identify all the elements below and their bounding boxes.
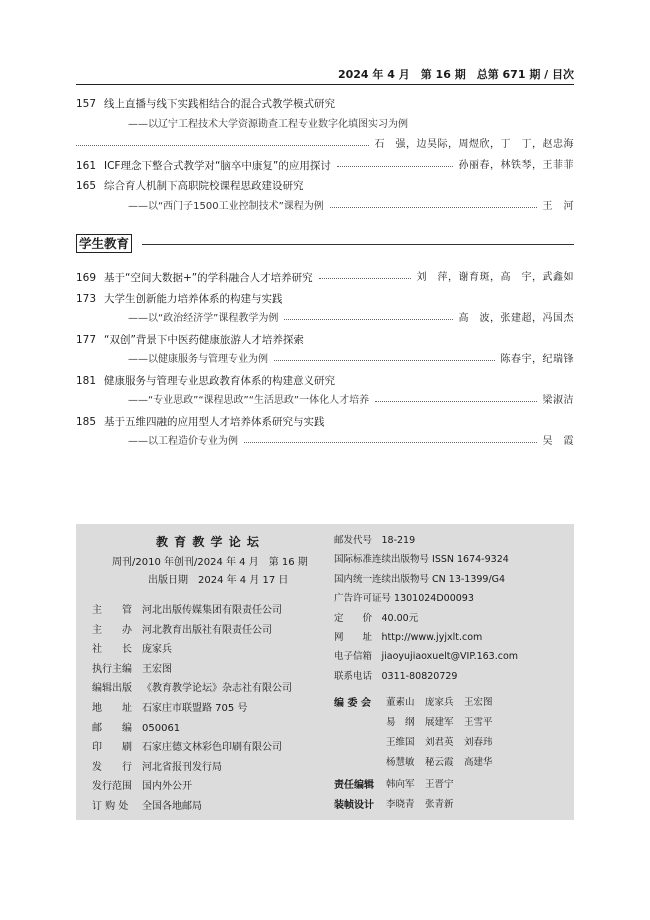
section-rule bbox=[142, 244, 574, 245]
info-label: 编辑出版 bbox=[92, 683, 132, 695]
toc-title: 健康服务与管理专业思政教育体系的构建意义研究 bbox=[104, 374, 335, 387]
info-line: 网 址 http://www.jyjxlt.com bbox=[334, 632, 483, 643]
toc-entry bbox=[76, 373, 574, 389]
info-value: 《教育教学论坛》杂志社有限公司 bbox=[142, 683, 292, 695]
committee-member: 展建军 bbox=[425, 717, 454, 728]
toc-title: 基于五维四融的应用型人才培养体系研究与实践 bbox=[104, 415, 325, 428]
toc-authors: 刘 萍，谢育斑，高 宇，武鑫如 bbox=[416, 272, 574, 283]
editor-name: 王晋宁 bbox=[425, 779, 454, 790]
toc-entry bbox=[76, 178, 574, 194]
toc-page-number: 177 bbox=[76, 333, 97, 346]
toc-authors: 王 河 bbox=[542, 200, 574, 212]
info-field bbox=[92, 722, 180, 735]
toc-entry bbox=[76, 352, 574, 368]
info-label: 订 购 处 bbox=[92, 801, 129, 812]
section-title: 学生教育 bbox=[76, 234, 132, 253]
info-field bbox=[92, 624, 272, 637]
toc-page-number: 173 bbox=[76, 292, 97, 305]
info-value: 050061 bbox=[142, 722, 181, 734]
info-label: 执行主编 bbox=[92, 663, 132, 675]
masthead-box bbox=[76, 524, 574, 820]
toc-leader-dots bbox=[284, 319, 452, 320]
toc-title: ICF理念下整合式教学对“脑卒中康复”的应用探讨 bbox=[104, 159, 331, 172]
info-field bbox=[92, 604, 282, 617]
toc-leader-dots bbox=[319, 278, 411, 279]
info-label: 主 办 bbox=[92, 624, 132, 636]
committee-member: 杨慧敏 bbox=[386, 757, 415, 768]
info-value: 国内外公开 bbox=[142, 781, 192, 793]
info-field bbox=[92, 741, 282, 754]
committee-row bbox=[386, 734, 503, 748]
toc-leader-dots bbox=[274, 360, 495, 361]
toc-authors: 孙丽春，林铁琴，王菲菲 bbox=[458, 159, 574, 171]
toc-page-number: 185 bbox=[76, 415, 97, 428]
toc-subtitle: ——以工程造价专业为例 bbox=[128, 436, 238, 447]
toc-entry bbox=[76, 311, 574, 327]
toc-subtitle: ——以健康服务与管理专业为例 bbox=[128, 354, 268, 365]
info-label: 邮 编 bbox=[92, 722, 132, 734]
journal-name: 教 育 教 学 论 坛 bbox=[156, 535, 260, 549]
toc-entry bbox=[76, 96, 574, 112]
toc-leader-dots bbox=[76, 145, 369, 146]
running-head: 2024 年 4 月 第 16 期 总第 671 期 / 目次 bbox=[337, 68, 574, 81]
info-field bbox=[92, 663, 172, 676]
journal-frequency: 周刊/2010 年创刊/2024 年 4 月 第 16 期 bbox=[112, 557, 308, 568]
committee-member: 秘云霞 bbox=[425, 757, 454, 768]
toc-authors: 石 强，边昊际，周煜欣，丁 丁，赵忠海 bbox=[374, 139, 574, 150]
info-label: 发 行 bbox=[92, 761, 132, 773]
editors-row bbox=[386, 776, 464, 790]
toc-leader-dots bbox=[337, 166, 453, 167]
toc-title: 大学生创新能力培养体系的构建与实践 bbox=[104, 292, 283, 305]
toc-entry bbox=[76, 158, 574, 174]
info-label: 主 管 bbox=[92, 605, 132, 616]
design-label: 装帧设计 bbox=[334, 800, 374, 811]
toc-entry bbox=[76, 414, 574, 430]
toc-title: 线上直播与线下实践相结合的混合式教学模式研究 bbox=[104, 98, 335, 110]
committee-member: 王雪平 bbox=[464, 717, 493, 728]
toc-entry bbox=[76, 332, 574, 348]
toc-entry bbox=[76, 291, 574, 307]
editor-label: 责任编辑 bbox=[334, 780, 374, 791]
info-value: 石家庄德文林彩色印刷有限公司 bbox=[142, 742, 282, 754]
committee-member: 刘君英 bbox=[425, 737, 454, 748]
toc-entry bbox=[76, 199, 574, 215]
info-value: 全国各地邮局 bbox=[142, 801, 202, 812]
toc-page-number: 169 bbox=[76, 272, 97, 284]
committee-member: 庞家兵 bbox=[425, 697, 454, 708]
info-line: 广告许可证号 1301024D00093 bbox=[334, 593, 474, 605]
info-line: 联系电话 0311-80820729 bbox=[334, 670, 458, 682]
toc-leader-dots bbox=[244, 442, 537, 443]
info-line: 定 价 40.00元 bbox=[334, 612, 419, 624]
toc-subtitle: ——“专业思政”“课程思政”“生活思政”一体化人才培养 bbox=[128, 395, 370, 406]
toc-subtitle: ——以“政治经济学”课程教学为例 bbox=[128, 313, 279, 324]
toc-subtitle: ——以“西门子1500工业控制技术”课程为例 bbox=[128, 200, 324, 212]
publication-date: 出版日期 2024 年 4 月 17 日 bbox=[148, 575, 289, 586]
toc-leader-dots bbox=[330, 207, 537, 208]
info-value: 河北出版传媒集团有限责任公司 bbox=[142, 605, 282, 616]
committee-member: 易 纲 bbox=[386, 717, 415, 728]
editor-name: 韩向军 bbox=[386, 779, 415, 790]
info-value: 石家庄市联盟路 705 号 bbox=[142, 703, 248, 714]
toc-title: 基于“空间大数据+”的学科融合人才培养研究 bbox=[104, 272, 313, 284]
info-field bbox=[92, 780, 192, 793]
toc-subtitle: ——以辽宁工程技术大学资源勘查工程专业数字化填图实习为例 bbox=[128, 118, 408, 130]
toc-entry bbox=[76, 434, 574, 450]
toc-entry bbox=[76, 270, 574, 286]
designer-name: 张青新 bbox=[425, 799, 454, 810]
info-line: 电子信箱 jiaoyujiaoxuelt@VIP.163.com bbox=[334, 651, 519, 663]
info-label: 印 刷 bbox=[92, 742, 132, 754]
info-field bbox=[92, 682, 292, 695]
info-field bbox=[92, 761, 222, 774]
toc-authors: 梁淑洁 bbox=[542, 395, 574, 406]
designer-name: 李晓青 bbox=[386, 799, 415, 810]
committee-row bbox=[386, 754, 503, 768]
info-value: 庞家兵 bbox=[142, 644, 172, 656]
committee-member: 高建华 bbox=[464, 757, 493, 768]
toc-page-number: 181 bbox=[76, 374, 97, 387]
info-value: 河北省报刊发行局 bbox=[142, 761, 222, 773]
toc-entry bbox=[76, 137, 574, 153]
committee-member: 王维国 bbox=[386, 737, 415, 748]
info-line: 邮发代号 18-219 bbox=[334, 535, 416, 546]
info-label: 社 长 bbox=[92, 644, 132, 656]
toc-entry bbox=[76, 117, 574, 133]
toc-page-number: 161 bbox=[76, 159, 97, 172]
info-field bbox=[92, 702, 247, 715]
committee-member: 刘春玮 bbox=[464, 737, 493, 748]
info-line: 国际标准连续出版物号 ISSN 1674-9324 bbox=[334, 554, 509, 566]
committee-row bbox=[386, 714, 503, 728]
info-line: 国内统一连续出版物号 CN 13-1399/G4 bbox=[334, 573, 506, 585]
header-rule bbox=[76, 84, 574, 85]
info-label: 发行范围 bbox=[92, 781, 132, 793]
toc-authors: 陈春宇，纪瑞锋 bbox=[500, 354, 574, 365]
info-value: 王宏图 bbox=[142, 663, 172, 675]
toc-authors: 高 波，张建超，冯国杰 bbox=[458, 313, 574, 324]
committee-member: 董素山 bbox=[386, 697, 415, 708]
toc-page-number: 165 bbox=[76, 180, 97, 192]
toc-title: “双创”背景下中医药健康旅游人才培养探索 bbox=[104, 333, 304, 346]
committee-member: 王宏图 bbox=[464, 697, 493, 708]
toc-entry bbox=[76, 393, 574, 409]
info-label: 地 址 bbox=[92, 703, 132, 714]
committee-row bbox=[386, 694, 503, 708]
info-field bbox=[92, 800, 202, 813]
designers-row bbox=[386, 796, 464, 810]
toc-authors: 吴 霞 bbox=[542, 436, 574, 447]
toc-title: 综合育人机制下高职院校课程思政建设研究 bbox=[104, 180, 304, 192]
info-value: 河北教育出版社有限责任公司 bbox=[142, 624, 272, 636]
info-field bbox=[92, 643, 172, 656]
committee-label: 编 委 会 bbox=[334, 698, 371, 709]
toc-leader-dots bbox=[375, 401, 536, 402]
toc-page-number: 157 bbox=[76, 98, 97, 110]
